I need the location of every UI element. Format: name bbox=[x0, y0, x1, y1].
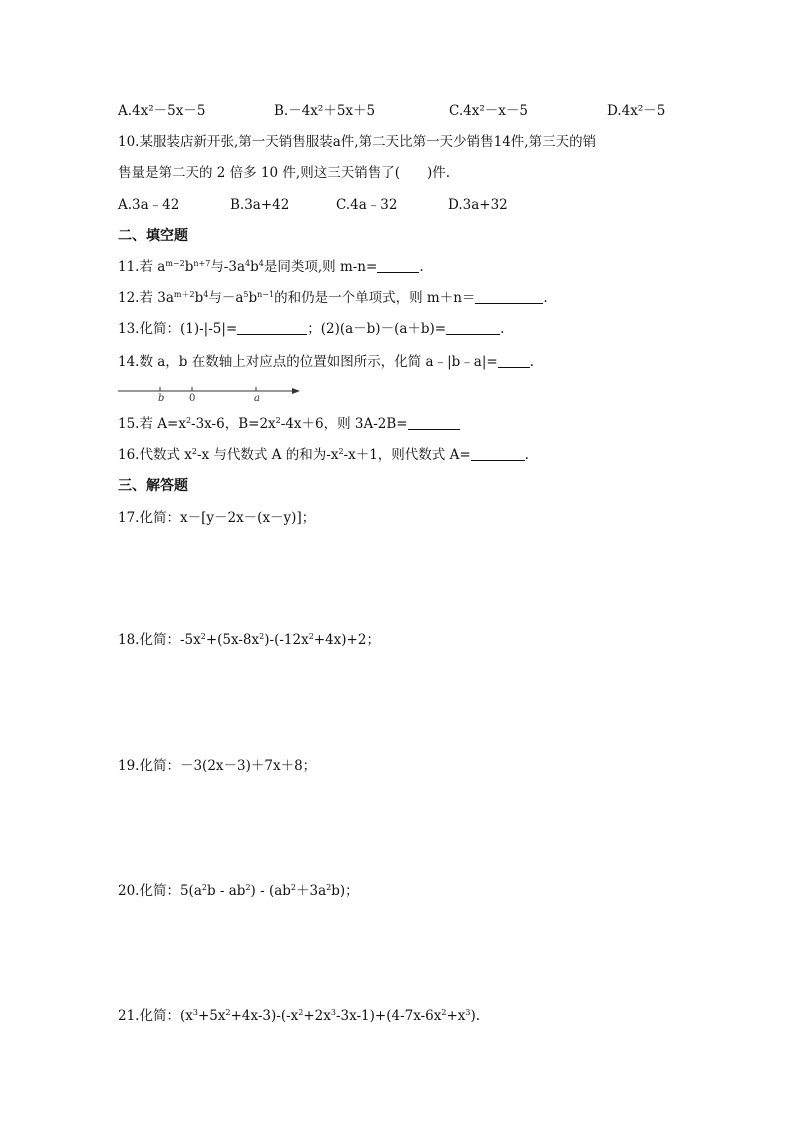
answer-blank bbox=[498, 354, 530, 368]
q9-option-a: A.4x²－5x－5 bbox=[118, 103, 206, 119]
answer-blank bbox=[471, 447, 525, 461]
answer-blank bbox=[475, 290, 543, 304]
q10-line2: 售量是第二天的 2 倍多 10 件,则这三天销售了( )件. bbox=[118, 165, 451, 181]
answer-blank bbox=[408, 416, 460, 430]
q10-line1: 10.某服装店新开张,第一天销售服装a件,第二天比第一天少销售14件,第三天的销 bbox=[118, 134, 597, 150]
q9-option-d: D.4x²－5 bbox=[607, 103, 666, 119]
question-21: 21.化简：$(x^3+5x^2+4x-3)-(-x^2+2x^3-3x-1)+(4-7x-6x^2+x^3)$. bbox=[118, 1008, 481, 1024]
q9-option-b: B.－4x²＋5x＋5 bbox=[274, 103, 376, 119]
label-b: b bbox=[158, 393, 165, 402]
section-heading-fill-blank: 二、填空题 bbox=[118, 228, 188, 244]
question-20: 20.化简：$5(a^2b - ab^2) - (ab^2+3a^2b)$； bbox=[118, 883, 359, 899]
q10-option-b: B.3a+42 bbox=[230, 197, 290, 213]
question-19: 19.化简：－3(2x－3)＋7x＋8； bbox=[118, 758, 317, 774]
q9-option-c: C.4x²－x－5 bbox=[449, 103, 528, 119]
question-17: 17.化简：x－[y－2x－(x－y)]； bbox=[118, 510, 316, 526]
number-line-figure bbox=[118, 382, 300, 402]
answer-blank bbox=[446, 321, 500, 335]
question-15: 15.若 $A=x^2-3x-6$，$B=2x^2-4x+6$，则 3A-2B= bbox=[118, 414, 460, 434]
arrow-right-icon bbox=[292, 388, 300, 394]
label-zero: 0 bbox=[189, 393, 196, 402]
question-14: 14.数 a，b 在数轴上对应点的位置如图所示，化简 a﹣|b﹣a|= . bbox=[118, 354, 534, 370]
question-11: 11.若 $a^{m-2}b^{n+7}$与$-3a^4b^4$是同类项,则 m-n= . bbox=[118, 259, 424, 275]
question-12: 12.若 $3a^{m+2}b^4$与$-a^5b^{n-1}$的和仍是一个单项式，则 m＋n＝ . bbox=[118, 290, 548, 306]
question-13: 13.化简：(1)-|-5|= ；(2)(a－b)－(a＋b)= . bbox=[118, 321, 505, 337]
answer-blank bbox=[377, 259, 419, 273]
q10-option-c: C.4a﹣32 bbox=[336, 197, 398, 213]
label-a: a bbox=[254, 393, 260, 402]
section-heading-solve: 三、解答题 bbox=[118, 478, 188, 494]
q10-option-d: D.3a+32 bbox=[448, 197, 508, 213]
answer-blank bbox=[237, 321, 307, 335]
question-16: 16.代数式 $x^2-x$ 与代数式 A 的和为$-x^2-x+1$，则代数式 A= . bbox=[118, 447, 529, 463]
question-18: 18.化简：$-5x^2+(5x-8x^2)-(-12x^2+4x)+2$； bbox=[118, 632, 380, 648]
q10-option-a: A.3a﹣42 bbox=[118, 197, 180, 213]
